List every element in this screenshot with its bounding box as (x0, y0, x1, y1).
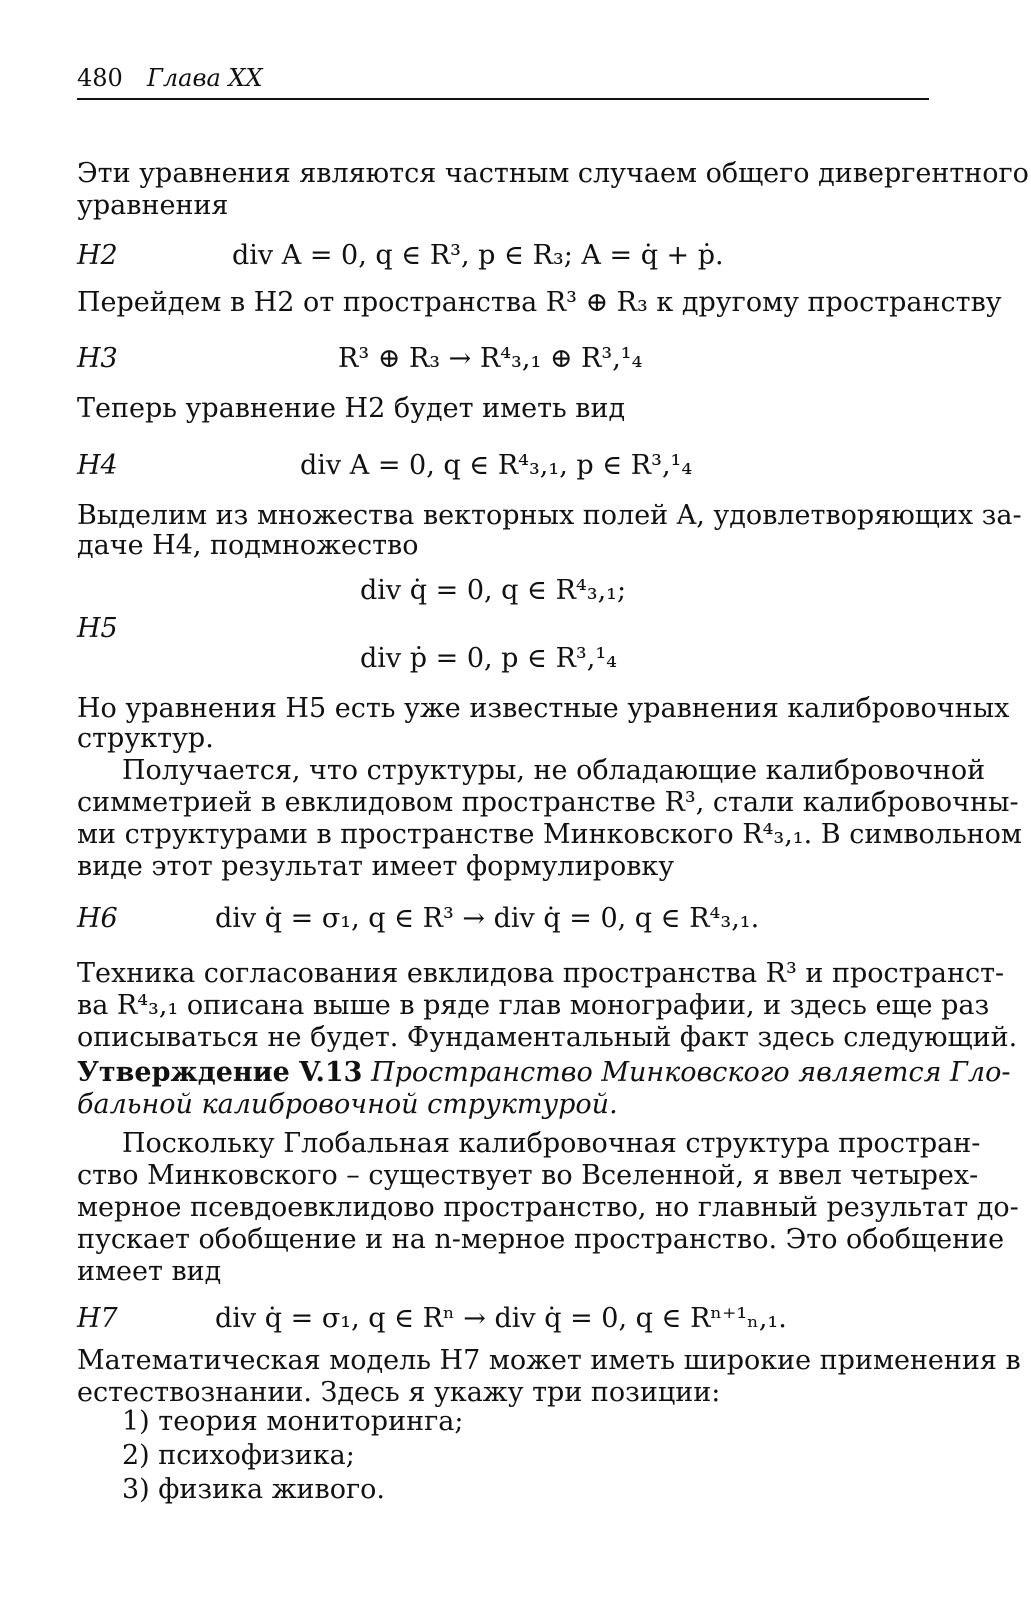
statement-title: Утверждение V.13 (77, 1057, 363, 1088)
equation-h5-line2: div ṗ = 0, p ∈ R³,¹₄ (360, 643, 617, 674)
equation-label-h3: H3 (77, 343, 118, 374)
paragraph-line: описываться не будет. Фундаментальный факт здесь следующий. (77, 1022, 1018, 1053)
statement-text: бальной калибровочной структурой. (77, 1089, 618, 1120)
paragraph-line: Поскольку Глобальная калибровочная структура простран- (122, 1128, 981, 1159)
paragraph-line: Техника согласования евклидова пространства R³ и пространст- (77, 958, 1005, 989)
paragraph-line: мерное псевдоевклидово пространство, но главный результат до- (77, 1192, 1019, 1223)
paragraph-line: ва R⁴₃,₁ описана выше в ряде глав монографии, и здесь еще раз (77, 990, 990, 1021)
paragraph-line: пускает обобщение и на n-мерное пространство. Это обобщение (77, 1224, 1005, 1255)
equation-h3: R³ ⊕ R₃ → R⁴₃,₁ ⊕ R³,¹₄ (338, 343, 643, 374)
paragraph-line: Но уравнения H5 есть уже известные уравнения калибровочных (77, 693, 1010, 724)
paragraph-line: естествознании. Здесь я укажу три позиции: (77, 1377, 721, 1408)
paragraph-line: даче H4, подмножество (77, 530, 419, 561)
list-item: 1) теория мониторинга; (122, 1406, 464, 1437)
equation-label-h2: H2 (77, 240, 118, 271)
paragraph-line: ство Минковского – существует во Вселенной, я ввел четырех- (77, 1160, 979, 1191)
paragraph-line: Получается, что структуры, не обладающие калибровочной (122, 755, 986, 786)
paragraph-line: Выделим из множества векторных полей A, удовлетворяющих за- (77, 500, 1022, 531)
page-number: 480 (77, 64, 123, 92)
equation-h2: div A = 0, q ∈ R³, p ∈ R₃; A = q̇ + ṗ. (232, 240, 724, 271)
equation-label-h6: H6 (77, 903, 118, 934)
equation-h7: div q̇ = σ₁, q ∈ Rⁿ → div q̇ = 0, q ∈ Rⁿ⁺¹ₙ,₁. (215, 1303, 787, 1334)
paragraph-line: симметрией в евклидовом пространстве R³, стали калибровочны- (77, 787, 1019, 818)
paragraph-line: Перейдем в H2 от пространства R³ ⊕ R₃ к другому пространству (77, 287, 1002, 318)
equation-label-h4: H4 (77, 450, 118, 481)
list-item: 3) физика живого. (122, 1474, 385, 1505)
positions-list (122, 1405, 463, 1507)
paragraph-line: виде этот результат имеет формулировку (77, 851, 675, 882)
running-header (77, 64, 929, 100)
list-item: 2) психофизика; (122, 1440, 355, 1471)
equation-h6: div q̇ = σ₁, q ∈ R³ → div q̇ = 0, q ∈ R⁴₃,₁. (215, 903, 760, 934)
statement-line (77, 1057, 1010, 1089)
paragraph-line: уравнения (77, 190, 229, 221)
paragraph-line: ми структурами в пространстве Минковского R⁴₃,₁. В символьном (77, 819, 1022, 850)
equation-label-h5: H5 (77, 613, 118, 644)
paragraph-line: Математическая модель H7 может иметь широкие применения в (77, 1345, 1021, 1376)
chapter-title: Глава XX (147, 64, 263, 92)
paragraph-line: имеет вид (77, 1256, 222, 1287)
paragraph-line: структур. (77, 723, 214, 754)
statement-text: Пространство Минковского является Гло- (371, 1057, 1011, 1088)
equation-label-h7: H7 (77, 1303, 118, 1334)
equation-h5-line1: div q̇ = 0, q ∈ R⁴₃,₁; (360, 575, 627, 606)
equation-h4: div A = 0, q ∈ R⁴₃,₁, p ∈ R³,¹₄ (300, 450, 693, 481)
paragraph-line: Эти уравнения являются частным случаем общего дивергентного (77, 158, 1029, 189)
paragraph-line: Теперь уравнение H2 будет иметь вид (77, 393, 626, 424)
